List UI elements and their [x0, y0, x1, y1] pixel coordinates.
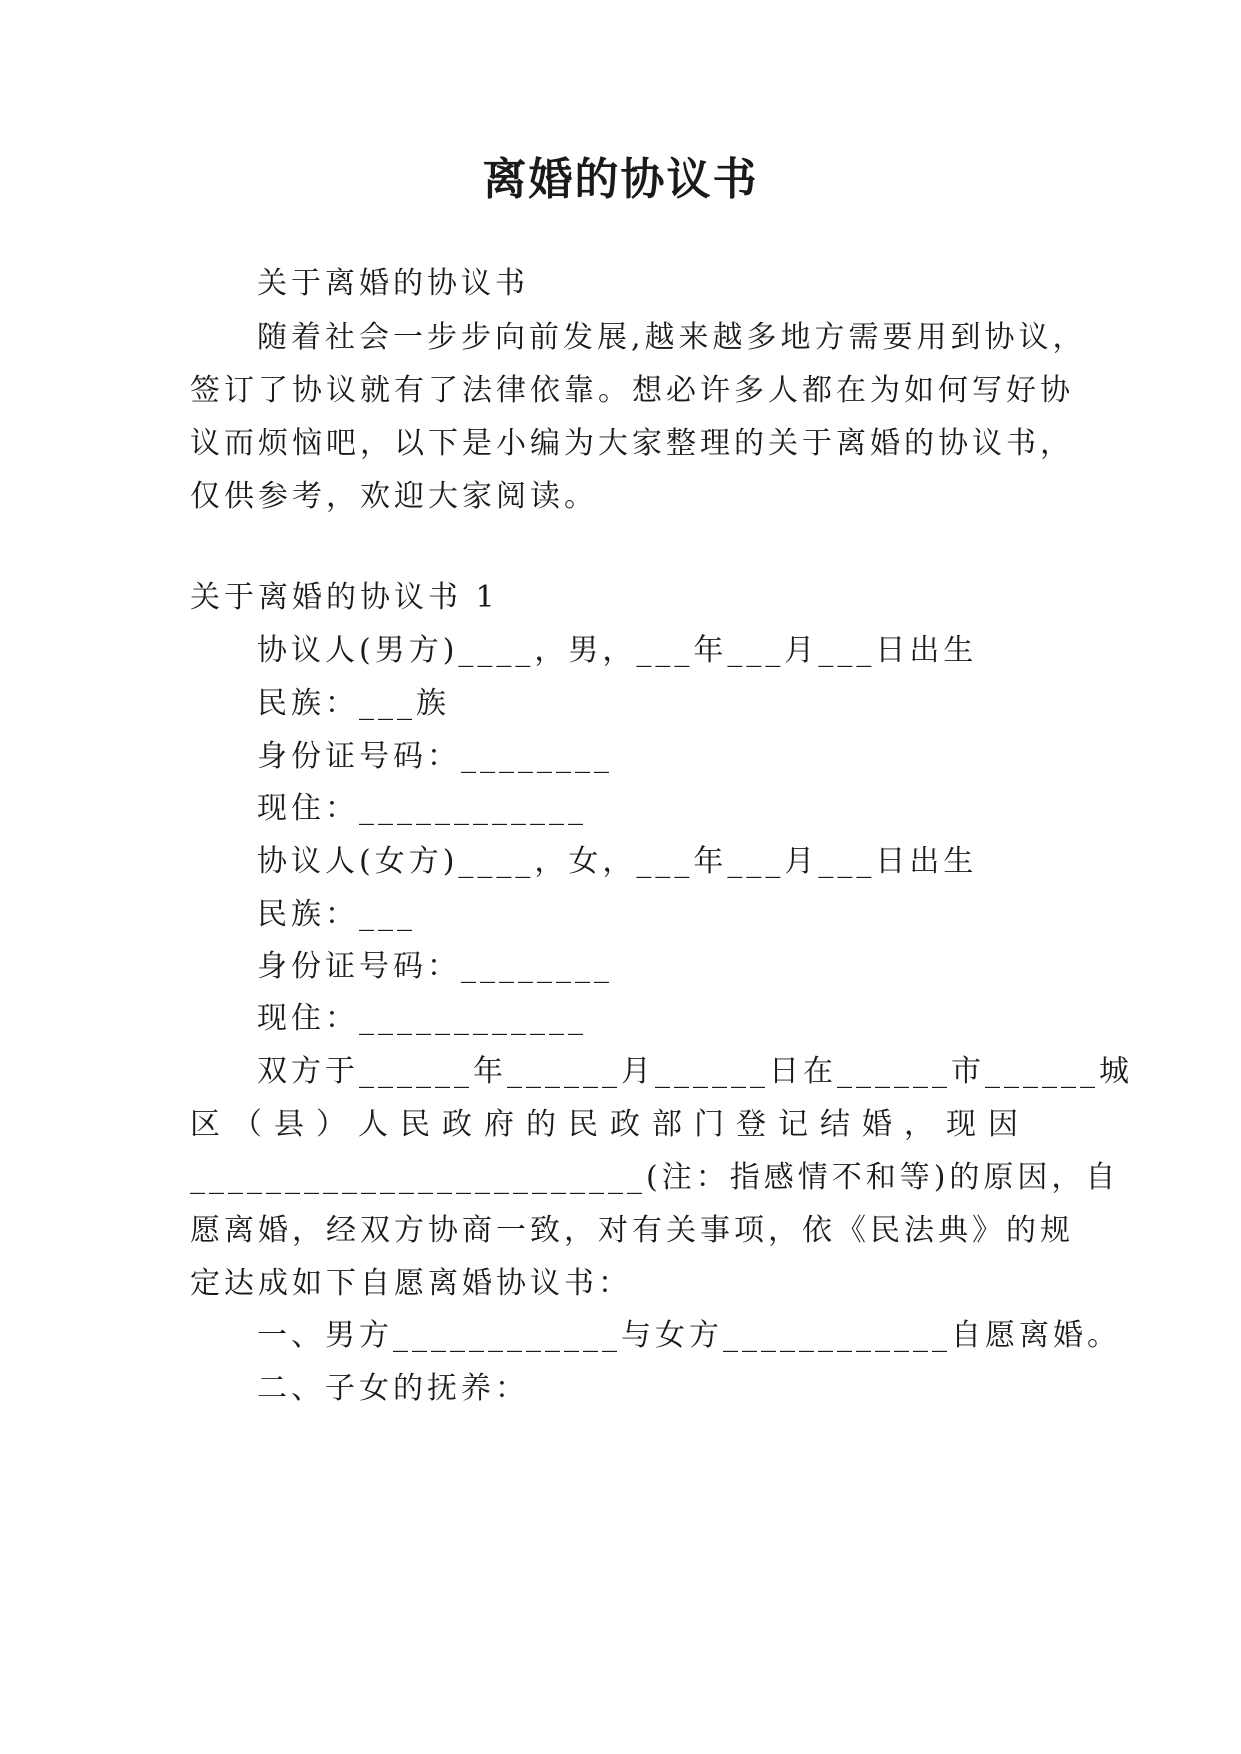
party-female-id-number: 身份证号码：________: [257, 949, 613, 984]
party-male-id-number: 身份证号码：________: [257, 739, 613, 774]
party-female-line: 协议人(女方)____，女，___年___月___日出生: [257, 844, 978, 879]
party-female-ethnicity: 民族：___: [257, 897, 416, 932]
party-female-address: 现住：____________: [257, 1001, 587, 1036]
intro-paragraph-line: 议而烦恼吧，以下是小编为大家整理的关于离婚的协议书，: [190, 426, 1074, 461]
intro-paragraph-line: 仅供参考，欢迎大家阅读。: [190, 479, 598, 514]
marriage-paragraph-line: 愿离婚，经双方协商一致，对有关事项，依《民法典》的规: [190, 1213, 1074, 1248]
intro-paragraph-line: 随着社会一步步向前发展,越来越多地方需要用到协议，: [257, 320, 1087, 355]
marriage-paragraph-line: 区（县）人民政府的民政部门登记结婚，现因: [190, 1107, 1030, 1142]
clause-one: 一、男方____________与女方____________自愿离婚。: [257, 1318, 1121, 1353]
clause-two: 二、子女的抚养：: [257, 1371, 529, 1406]
party-male-address: 现住：____________: [257, 791, 587, 826]
party-male-ethnicity: 民族：___族: [257, 686, 450, 721]
marriage-paragraph-line: ________________________(注：指感情不和等)的原因，自: [190, 1160, 1120, 1195]
document-title: 离婚的协议书: [482, 154, 759, 205]
section-heading: 关于离婚的协议书 1: [190, 580, 499, 615]
intro-paragraph-line: 签订了协议就有了法律依靠。想必许多人都在为如何写好协: [190, 373, 1074, 408]
marriage-paragraph-line: 双方于______年______月______日在______市______城: [257, 1054, 1133, 1089]
intro-heading: 关于离婚的协议书: [257, 266, 529, 301]
marriage-paragraph-line: 定达成如下自愿离婚协议书：: [190, 1266, 632, 1301]
party-male-line: 协议人(男方)____，男，___年___月___日出生: [257, 633, 978, 668]
